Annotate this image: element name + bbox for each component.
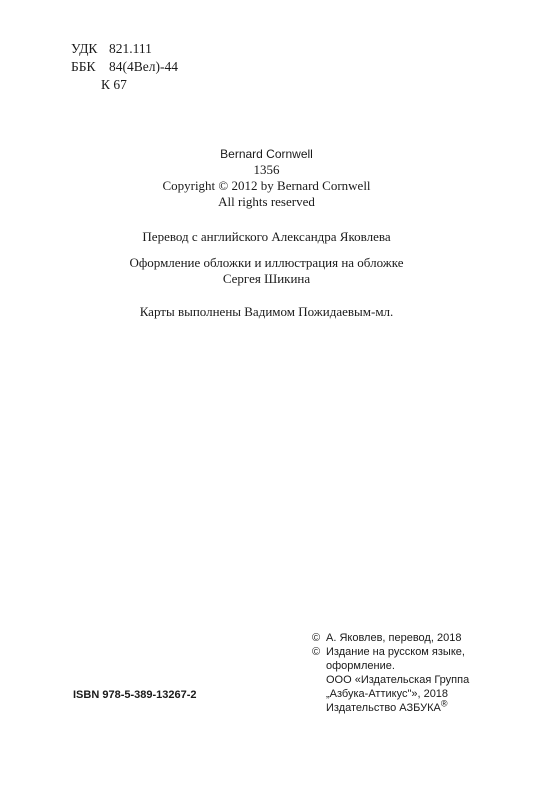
cover-credit-line2: Сергея Шикина <box>222 271 311 286</box>
author-mark <box>71 76 178 94</box>
original-author: Bernard Cornwell <box>220 147 313 161</box>
cover-credit-line1: Оформление обложки и иллюстрация на обложке <box>129 255 404 270</box>
registered-mark: ® <box>440 698 448 709</box>
translation-copyright <box>312 631 522 645</box>
publisher-name: Издательство АЗБУКА <box>326 702 441 714</box>
cover-credit <box>0 255 533 287</box>
bbk-label: ББК <box>71 59 96 74</box>
russian-copyrights <box>312 631 522 715</box>
copyright-symbol: © <box>312 646 321 658</box>
original-edition-block <box>0 146 533 210</box>
original-title: 1356 <box>253 162 280 177</box>
translator-credit: Перевод с английского Александра Яковлева <box>142 229 391 244</box>
original-copyright: Copyright © 2012 by Bernard Cornwell <box>162 178 371 193</box>
rights-notice: All rights reserved <box>218 194 315 209</box>
edition-copyright <box>312 645 522 659</box>
translation-copyright-text: А. Яковлев, перевод, 2018 <box>326 632 462 644</box>
udk-value: 821.111 <box>109 41 152 56</box>
edition-copyright-line4: „Азбука-Аттикус"», 2018 <box>326 688 449 700</box>
edition-copyright-line3: ООО «Издательская Группа <box>326 674 470 686</box>
bbk-value: 84(4Вел)-44 <box>109 59 178 74</box>
udk-label: УДК <box>71 41 98 56</box>
edition-copyright-line1: Издание на русском языке, <box>326 646 465 658</box>
classification-block <box>71 40 178 94</box>
edition-copyright-line2: оформление. <box>326 660 395 672</box>
bbk-row <box>71 58 178 76</box>
udk-row <box>71 40 178 58</box>
isbn: ISBN 978-5-389-13267-2 <box>73 689 197 701</box>
maps-credit: Карты выполнены Вадимом Пожидаевым-мл. <box>139 304 394 319</box>
author-mark-text: К 67 <box>101 77 127 92</box>
copyright-symbol: © <box>312 632 321 644</box>
publisher-line <box>312 698 522 715</box>
